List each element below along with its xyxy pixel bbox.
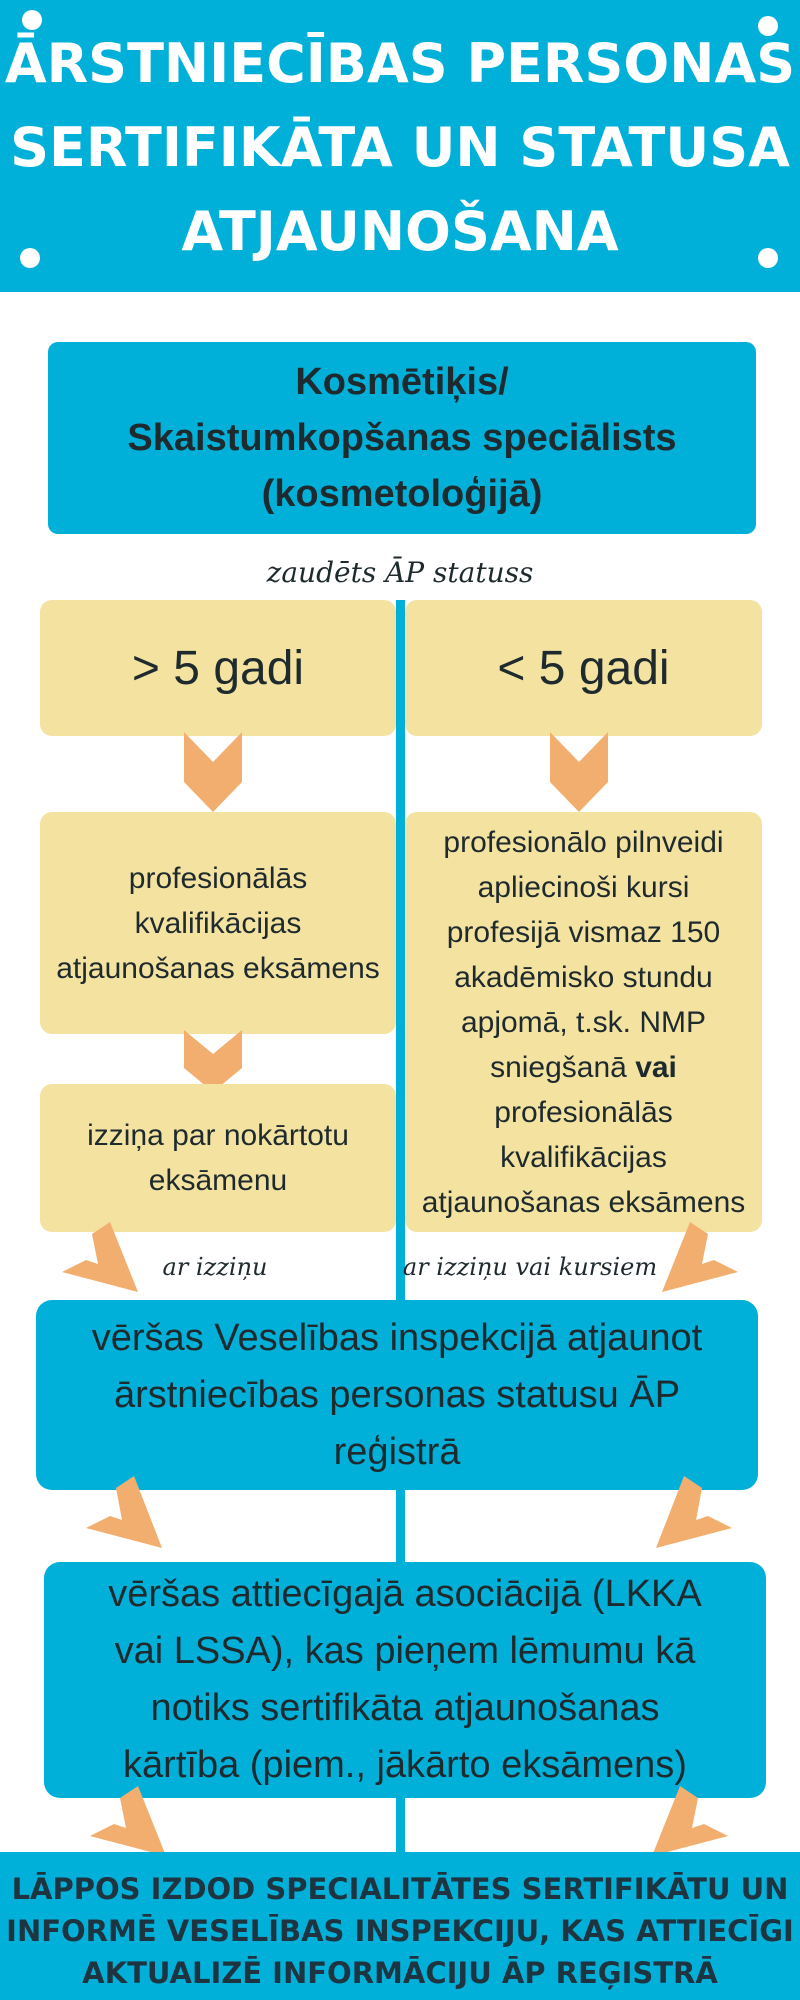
- profession-line: (kosmetoloģijā): [261, 473, 543, 515]
- profession-line: Kosmētiķis/: [295, 361, 509, 403]
- down-arrow-icon: [184, 1030, 242, 1092]
- text-line: reģistrā: [333, 1430, 461, 1473]
- text-line: apliecinoši kursi: [477, 870, 690, 904]
- footer-text: [0, 1868, 800, 1994]
- title-line: ĀRSTNIECĪBAS PERSONAS: [4, 32, 796, 95]
- title-line: SERTIFIKĀTA UN STATUSA: [10, 116, 790, 179]
- down-arrow-icon: [184, 732, 242, 812]
- arrow-label: ar izziņu: [162, 1253, 268, 1281]
- text-line: kvalifikācijas: [500, 1140, 667, 1174]
- or-emphasis: vai: [635, 1050, 677, 1084]
- diagonal-arrow-icon: [86, 1476, 164, 1552]
- text-line: apjomā, t.sk. NMP: [460, 1005, 707, 1039]
- diagonal-arrow-icon: [650, 1786, 728, 1860]
- diagonal-arrow-icon: [660, 1222, 738, 1296]
- text-line: izziņa par nokārtotu: [87, 1119, 349, 1152]
- footer-line: LĀPPOS IZDOD SPECIALITĀTES SERTIFIKĀTU UN: [11, 1872, 789, 1906]
- diagonal-arrow-icon: [654, 1476, 732, 1552]
- text-line: atjaunošanas eksāmens: [421, 1185, 746, 1219]
- period-label: < 5 gadi: [497, 641, 670, 695]
- period-box-right: [405, 600, 762, 736]
- profession-box: [48, 342, 756, 534]
- certificate-box: [40, 1084, 396, 1232]
- period-label: > 5 gadi: [131, 641, 305, 695]
- text-line: vēršas attiecīgajā asociācijā (LKKA: [108, 1573, 702, 1615]
- text-line: notiks sertifikāta atjaunošanas: [150, 1687, 660, 1729]
- text-line: eksāmenu: [148, 1164, 288, 1197]
- period-box-left: [40, 600, 396, 736]
- text-fragment: sniegšanā: [490, 1050, 636, 1084]
- title-line: ATJAUNOŠANA: [181, 200, 619, 263]
- footer-line: AKTUALIZĒ INFORMĀCIJU ĀP REĢISTRĀ: [82, 1956, 718, 1990]
- text-line: vai LSSA), kas pieņem lēmumu kā: [114, 1630, 696, 1672]
- text-line: atjaunošanas eksāmens: [56, 951, 380, 985]
- association-box: [44, 1562, 766, 1798]
- text-line: akadēmisko stundu: [454, 960, 713, 994]
- text-line: profesionālās: [494, 1095, 673, 1129]
- text-line: profesionālās: [128, 861, 308, 895]
- courses-box: [405, 812, 762, 1232]
- status-label: zaudēts ĀP statuss: [266, 556, 534, 589]
- inspection-box: [36, 1300, 758, 1490]
- text-line: kārtība (piem., jākārto eksāmens): [123, 1744, 687, 1786]
- text-line: profesijā vismaz 150: [446, 915, 721, 949]
- exam-box: [40, 812, 396, 1034]
- text-line: kvalifikācijas: [134, 906, 302, 940]
- diagonal-arrow-icon: [90, 1786, 168, 1860]
- text-line: ārstniecības personas statusu ĀP: [113, 1373, 681, 1416]
- text-line: vēršas Veselības inspekcijā atjaunot: [91, 1316, 703, 1359]
- text-line: profesionālo pilnveidi: [443, 825, 724, 859]
- text-line: [422, 1045, 746, 1090]
- footer-line: INFORMĒ VESELĪBAS INSPEKCIJU, KAS ATTIECĪGI: [6, 1914, 794, 1948]
- down-arrow-icon: [550, 732, 608, 812]
- page-title: [0, 22, 800, 274]
- profession-line: Skaistumkopšanas speciālists: [127, 417, 677, 459]
- arrow-label: ar izziņu vai kursiem: [402, 1253, 658, 1281]
